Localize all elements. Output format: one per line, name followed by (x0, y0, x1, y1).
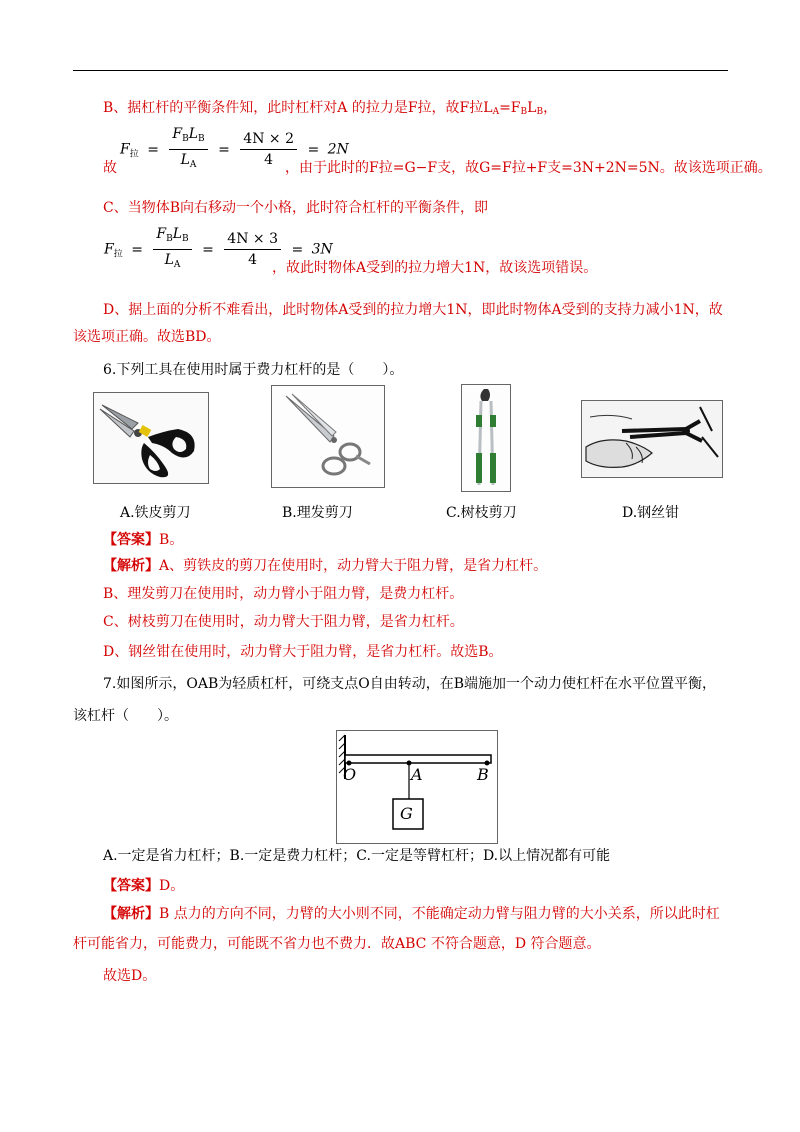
b-section-line2: ，由于此时的F拉=G−F支，故G=F拉+F支=3N+2N=5N。故该选项正确。 (285, 160, 772, 176)
q6-stem: 6.下列工具在使用时属于费力杠杆的是（ ）。 (103, 362, 404, 378)
c-section-line2: ，故此时物体A受到的拉力增大1N，故该选项错误。 (272, 260, 598, 276)
q6-analysis-c: C、树枝剪刀在使用时，动力臂大于阻力臂，是省力杠杆。 (103, 614, 464, 630)
q6-analysis-d: D、钢丝钳在使用时，动力臂大于阻力臂，是省力杠杆。故选B。 (103, 644, 503, 660)
q7-options: A.一定是省力杠杆；B.一定是费力杠杆；C.一定是等臂杠杆；D.以上情况都有可能 (103, 848, 611, 864)
hair-scissors-image (271, 385, 385, 488)
header-rule (73, 70, 728, 71)
d-section-line1: D、据上面的分析不难看出，此时物体A受到的拉力增大1N，即此时物体A受到的支持力减小1N，故 (103, 302, 723, 318)
c-section-line1: C、当物体B向右移动一个小格，此时符合杠杆的平衡条件，即 (103, 200, 488, 216)
tin-snips-image (93, 392, 209, 484)
label-o: O (343, 765, 357, 784)
b-gu-label: 故 (103, 160, 117, 176)
option-c-caption: C.树枝剪刀 (446, 505, 517, 521)
q7-analysis-line3: 故选D。 (103, 968, 157, 984)
lever-diagram (336, 730, 498, 844)
q7-analysis-line2: 杆可能省力，可能费力，可能既不省力也不费力．故ABC 不符合题意，D 符合题意。 (73, 936, 601, 952)
q7-stem-line2: 该杠杆（ ）。 (73, 708, 178, 724)
branch-pruner-image (461, 384, 511, 492)
branch-pruner-icon (462, 385, 510, 491)
q7-stem-line1: 7.如图所示，OAB为轻质杠杆，可绕支点O自由转动，在B端施加一个动力使杠杆在水平位置平衡， (103, 676, 716, 692)
q6-analysis-a: 【解析】A、剪铁皮的剪刀在使用时，动力臂大于阻力臂，是省力杠杆。 (103, 558, 548, 574)
formula-b: $F_拉$ = $\frac{F_BL_B}{L_A}$ = $\frac{4N \times 2}{4}$ = 2N (120, 126, 349, 170)
label-g: G (400, 804, 413, 823)
label-b: B (477, 765, 489, 784)
q6-analysis-b: B、理发剪刀在使用时，动力臂小于阻力臂，是费力杠杆。 (103, 586, 464, 602)
option-d-caption: D.钢丝钳 (622, 505, 680, 521)
tin-snips-icon (94, 393, 208, 483)
formula-c: $F_拉$ = $\frac{F_BL_B}{L_A}$ = $\frac{4N \times 3}{4}$ = 3N (104, 226, 333, 270)
lever-diagram-svg (337, 731, 497, 843)
b-section-line1: B、据杠杆的平衡条件知，此时杠杆对A 的拉力是F拉，故F拉$L_A=F_BL_B$， (103, 100, 558, 117)
wire-pliers-image (581, 400, 723, 478)
option-b-caption: B.理发剪刀 (282, 505, 353, 521)
label-a: A (411, 765, 423, 784)
option-a-caption: A.铁皮剪刀 (120, 505, 191, 521)
q7-analysis-line1: 【解析】B 点力的方向不同，力臂的大小则不同，不能确定动力臂与阻力臂的大小关系，所以此时杠 (103, 906, 720, 922)
wire-pliers-icon (582, 401, 722, 477)
d-section-line2: 该选项正确。故选BD。 (73, 329, 221, 345)
hair-scissors-icon (272, 386, 384, 487)
q7-answer: 【答案】D。 (103, 878, 185, 894)
q6-answer: 【答案】B。 (103, 532, 184, 548)
